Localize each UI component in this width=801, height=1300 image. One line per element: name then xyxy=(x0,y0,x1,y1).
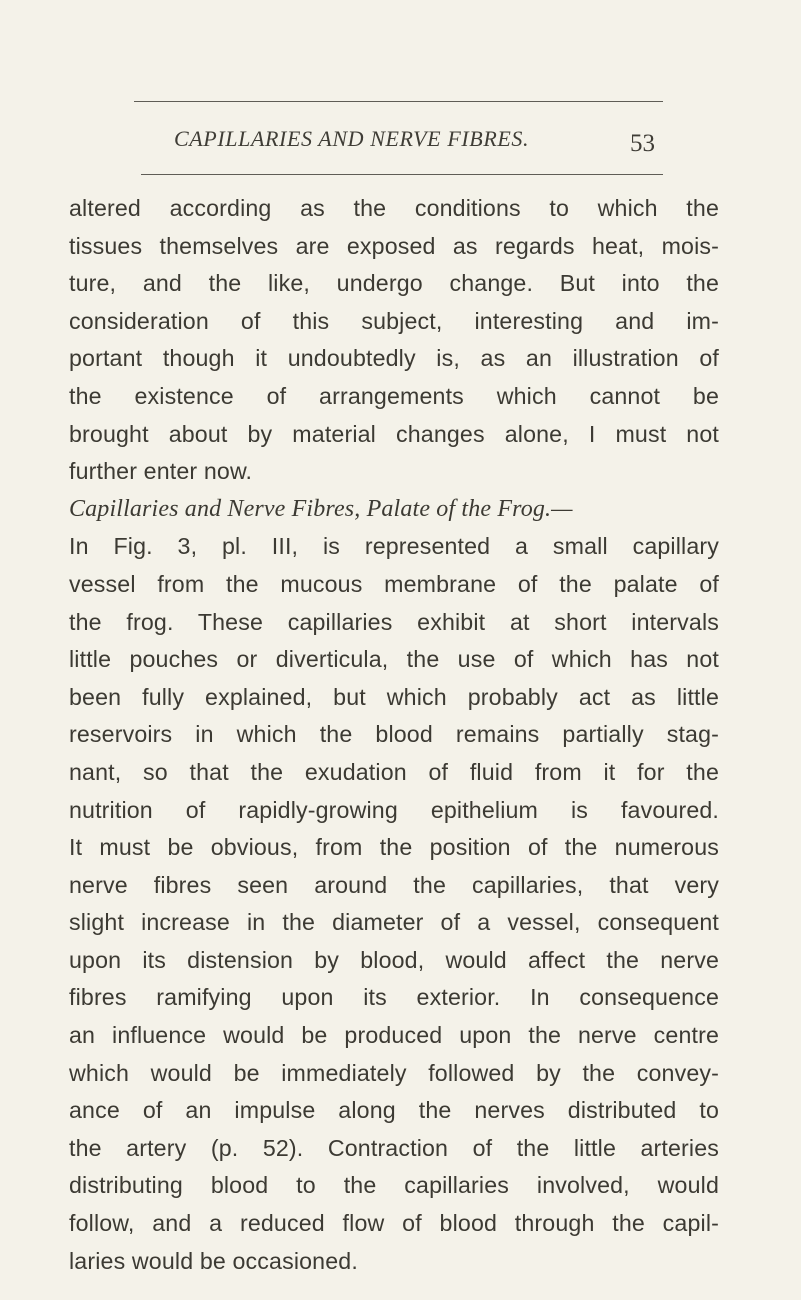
text-line: reservoirs in which the blood remains partially stag- xyxy=(69,721,719,748)
page-number: 53 xyxy=(630,130,655,157)
text-line: the frog. These capillaries exhibit at short intervals xyxy=(69,608,719,635)
text-line: altered according as the conditions to which the xyxy=(69,195,719,221)
text-line: been fully explained, but which probably act as little xyxy=(69,683,719,710)
text-line: tissues themselves are exposed as regards heat, mois- xyxy=(69,232,719,259)
text-line: follow, and a reduced flow of blood through the capil- xyxy=(69,1210,719,1237)
text-line: portant though it undoubtedly is, as an illustration of xyxy=(69,345,719,372)
text-line: brought about by material changes alone, I must not xyxy=(69,420,719,447)
running-head xyxy=(134,126,663,162)
text-line: ture, and the like, undergo change. But into the xyxy=(69,270,719,297)
text-line: In Fig. 3, pl. III, is represented a small capillary xyxy=(69,533,719,560)
text-line: distributing blood to the capillaries involved, would xyxy=(69,1172,719,1199)
text-line: the existence of arrangements which cannot be xyxy=(69,382,719,409)
text-line: nant, so that the exudation of fluid from it for the xyxy=(69,758,719,785)
text-line: slight increase in the diameter of a vessel, consequent xyxy=(69,909,719,936)
text-line: little pouches or diverticula, the use of which has not xyxy=(69,646,719,673)
text-line: ance of an impulse along the nerves distributed to xyxy=(69,1097,719,1124)
text-line: vessel from the mucous membrane of the palate of xyxy=(69,570,719,597)
section-heading: Capillaries and Nerve Fibres, Palate of the Frog.— xyxy=(69,495,573,522)
text-line: upon its distension by blood, would affect the nerve xyxy=(69,946,719,973)
header-bottom-rule xyxy=(141,174,663,175)
text-line: It must be obvious, from the position of the numerous xyxy=(69,834,719,861)
text-line: nerve fibres seen around the capillaries, that very xyxy=(69,871,719,898)
text-line: nutrition of rapidly-growing epithelium is favoured. xyxy=(69,796,719,823)
text-line: laries would be occasioned. xyxy=(69,1247,358,1274)
text-line: consideration of this subject, interesting and im- xyxy=(69,307,719,334)
body-text xyxy=(69,190,719,1280)
text-line: further enter now. xyxy=(69,458,253,485)
text-line: which would be immediately followed by the convey- xyxy=(69,1059,719,1086)
text-line: the artery (p. 52). Contraction of the little arteries xyxy=(69,1134,719,1161)
text-line: an influence would be produced upon the nerve centre xyxy=(69,1022,719,1049)
text-line: fibres ramifying upon its exterior. In consequence xyxy=(69,984,719,1011)
running-title: CAPILLARIES AND NERVE FIBRES. xyxy=(174,126,530,151)
header-top-rule xyxy=(134,101,663,102)
